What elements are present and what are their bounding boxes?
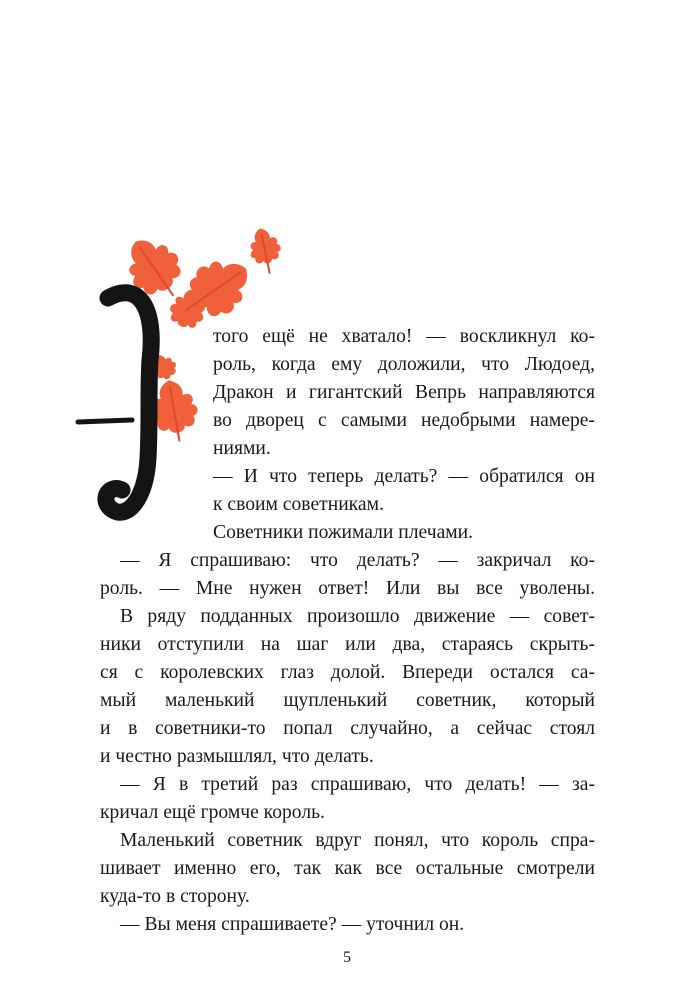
text-line: В ряду подданных произошло движение — совет-: [120, 606, 595, 627]
text-line: роль, когда ему доложили, что Людоед,: [213, 354, 595, 375]
text-line: — Я спрашиваю: что делать? — закричал ко-: [120, 550, 595, 571]
text-line: — И что теперь делать? — обратился он: [213, 466, 595, 487]
text-line: и в советники-то попал случайно, а сейчас стоял: [100, 718, 595, 739]
text-line: роль. — Мне нужен ответ! Или вы все уволены.: [100, 578, 595, 599]
text-line: Дракон и гигантский Вепрь направляются: [213, 382, 595, 403]
text-line: ся с королевских глаз долой. Впереди остался са-: [100, 662, 595, 683]
text-line: Маленький советник вдруг понял, что король спра-: [120, 830, 595, 851]
text-line: кричал ещё громче король.: [100, 802, 325, 823]
text-line: и честно размышлял, что делать.: [100, 746, 374, 767]
text-line: ниями.: [213, 438, 271, 459]
text-line: к своим советникам.: [213, 494, 384, 515]
text-line: — Вы меня спрашиваете? — уточнил он.: [120, 914, 465, 935]
text-line: куда-то в сторону.: [100, 886, 250, 907]
text-line: шивает именно его, так как все остальные смотрели: [100, 858, 595, 879]
text-line: во дворец с самыми недобрыми намере-: [213, 410, 595, 431]
text-line: ники отступили на шаг или два, стараясь скрыть-: [100, 634, 595, 655]
text-line: Советники пожимали плечами.: [213, 522, 474, 543]
page-number: 5: [343, 949, 351, 966]
dropcap-letter-icon: [78, 293, 151, 512]
text-line: мый маленький щупленький советник, который: [100, 690, 595, 711]
text-line: того ещё не хватало! — воскликнул ко-: [213, 326, 595, 347]
text-line: — Я в третий раз спрашиваю, что делать! — за-: [120, 774, 595, 795]
